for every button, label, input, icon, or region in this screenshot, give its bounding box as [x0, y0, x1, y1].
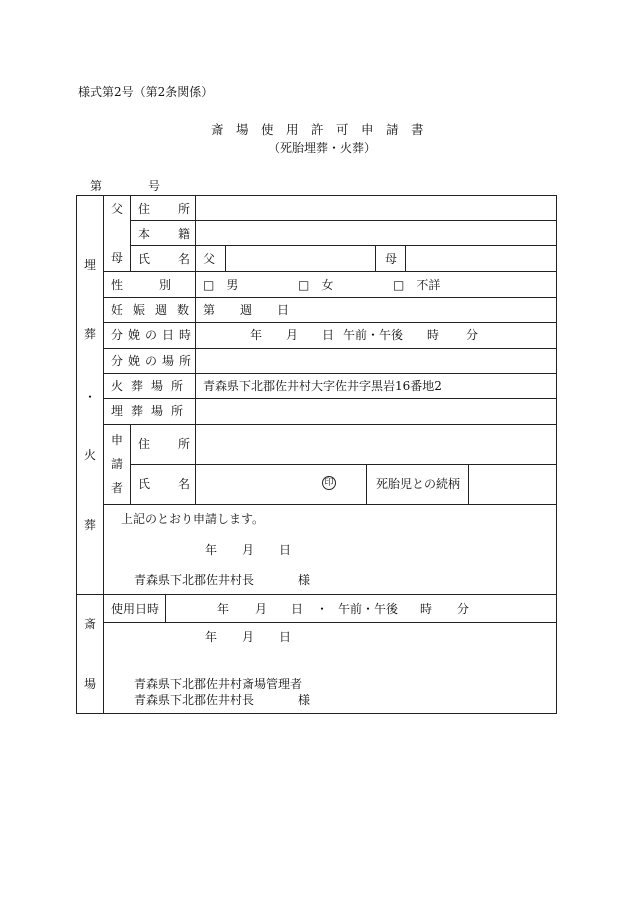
addressee-sama: 様 — [298, 573, 311, 587]
cremation-place-label: 火葬場所 — [111, 379, 192, 393]
delivery-ampm[interactable]: 午前・午後 — [343, 328, 404, 342]
father-name-label: 父 — [203, 252, 216, 266]
delivery-place-label: 分娩の場所 — [111, 354, 197, 368]
relation-field[interactable] — [469, 465, 556, 504]
delivery-hour: 時 — [427, 328, 440, 342]
usage-label: 使用日時 — [111, 602, 160, 616]
cremation-place-value: 青森県下北郡佐井村大字佐井字黒岩16番地2 — [203, 379, 442, 393]
page-title: 斎 場 使 用 許 可 申 請 書 — [211, 122, 424, 137]
usage-hour: 時 — [420, 602, 433, 616]
usage-ampm[interactable]: 午前・午後 — [338, 602, 399, 616]
parents-label-mother: 母 — [111, 251, 124, 265]
addressee-name: 青森県下北郡佐井村長 — [134, 573, 255, 587]
applicant-label-char: 請 — [111, 457, 124, 471]
sex-label: 性 別 — [111, 278, 172, 292]
applicant-label-char: 申 — [111, 433, 124, 447]
number-label-dai: 第 — [90, 179, 103, 193]
mother-name-field[interactable] — [406, 246, 556, 271]
seal-stamp: 印 — [322, 476, 336, 490]
number-label-go: 号 — [148, 179, 161, 193]
sex-option-female[interactable]: □ 女 — [298, 278, 334, 292]
delivery-year: 年 — [250, 328, 263, 342]
declaration-year: 年 — [205, 543, 218, 557]
declaration-day: 日 — [279, 543, 292, 557]
usage-day: 日 — [291, 602, 304, 616]
applicant-name-label: 氏 名 — [138, 477, 199, 491]
gestation-nichi: 日 — [277, 303, 290, 317]
honseki-label: 本 籍 — [138, 227, 199, 241]
form-number: 様式第2号（第2条関係） — [78, 85, 214, 99]
applicant-name-field[interactable] — [196, 465, 316, 504]
usage-month: 月 — [255, 602, 268, 616]
section-label-char: 葬 — [84, 327, 97, 341]
delivery-month: 月 — [286, 328, 299, 342]
sex-option-unknown[interactable]: □ 不詳 — [393, 278, 441, 292]
relation-label: 死胎児との続柄 — [376, 477, 461, 491]
page-subtitle: （死胎埋葬・火葬） — [268, 141, 377, 155]
delivery-place-field[interactable] — [196, 349, 556, 373]
section-label-char: 場 — [84, 677, 97, 691]
usage-minute: 分 — [457, 602, 470, 616]
gestation-dai: 第 — [203, 303, 216, 317]
name-label: 氏 名 — [138, 252, 199, 266]
gestation-label: 妊娠週数 — [111, 303, 200, 317]
section-label-char: 葬 — [84, 518, 97, 532]
burial-place-label: 埋葬場所 — [111, 404, 192, 418]
saijo-year: 年 — [205, 630, 218, 644]
delivery-minute: 分 — [466, 328, 479, 342]
parents-address-field[interactable] — [196, 196, 556, 220]
section-label-char: 埋 — [84, 258, 97, 272]
saijo-mayor-name: 青森県下北郡佐井村長 — [134, 693, 255, 707]
delivery-day: 日 — [322, 328, 335, 342]
sex-option-male[interactable]: □ 男 — [203, 278, 239, 292]
gestation-shu: 週 — [240, 303, 253, 317]
mother-name-label: 母 — [385, 252, 398, 266]
section-label-char: 斎 — [84, 617, 97, 631]
declaration-month: 月 — [242, 543, 255, 557]
usage-year: 年 — [217, 602, 230, 616]
parents-label-father: 父 — [111, 202, 124, 216]
applicant-label-char: 者 — [111, 481, 124, 495]
saijo-manager: 青森県下北郡佐井村斎場管理者 — [134, 677, 303, 691]
address-label: 住 所 — [138, 202, 199, 216]
applicant-address-field[interactable] — [196, 425, 556, 464]
delivery-datetime-label: 分娩の日時 — [111, 328, 197, 342]
section-label-char: ・ — [84, 390, 97, 404]
parents-honseki-field[interactable] — [196, 221, 556, 245]
declaration-text: 上記のとおり申請します。 — [121, 512, 265, 526]
applicant-address-label: 住 所 — [138, 437, 199, 451]
burial-place-field[interactable] — [196, 399, 556, 424]
saijo-day: 日 — [279, 630, 292, 644]
usage-dot: ・ — [316, 602, 329, 616]
section-label-char: 火 — [84, 448, 97, 462]
saijo-mayor-sama: 様 — [298, 693, 311, 707]
father-name-field[interactable] — [226, 246, 374, 271]
saijo-month: 月 — [242, 630, 255, 644]
